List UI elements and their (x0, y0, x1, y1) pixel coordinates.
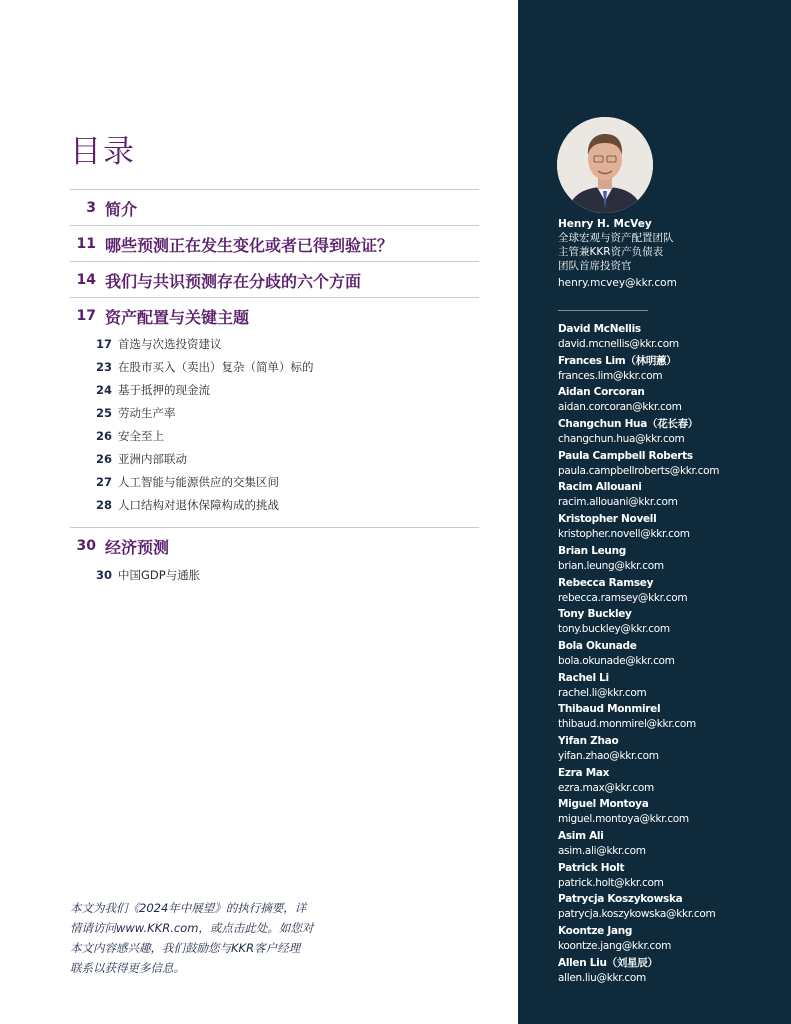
contact-email[interactable]: racim.allouani@kkr.com (558, 496, 678, 509)
toc-subsection-list (96, 332, 314, 517)
contact-name: Aidan Corcoran (558, 386, 645, 399)
contact-entry (558, 449, 783, 481)
contact-entry (558, 734, 783, 766)
contact-name: Allen Liu（刘星辰） (558, 956, 658, 969)
contact-name: Rachel Li (558, 671, 609, 684)
toc-item-label: 我们与共识预测存在分歧的六个方面 (105, 271, 362, 291)
contact-email[interactable]: rachel.li@kkr.com (558, 686, 647, 699)
contact-name: Bola Okunade (558, 639, 637, 652)
contact-entry (558, 797, 783, 829)
contact-email[interactable]: paula.campbellroberts@kkr.com (558, 464, 720, 477)
toc-subitem-label: 亚洲内部联动 (118, 452, 187, 467)
contact-email[interactable]: tony.buckley@kkr.com (558, 623, 670, 636)
contact-name: Brian Leung (558, 544, 626, 557)
toc-item-label: 哪些预测正在发生变化或者已得到验证？ (105, 235, 394, 255)
toc-item-page: 3 (86, 200, 96, 216)
toc-title: 目录 (70, 134, 136, 170)
author-role: 团队首席投资官 (558, 260, 632, 272)
footnote (70, 898, 340, 978)
toc-item-economic-forecast[interactable] (70, 527, 479, 564)
toc-subitem-page: 24 (96, 382, 113, 397)
footnote-line: 联系以获得更多信息。 (70, 961, 185, 975)
contact-entry (558, 322, 783, 354)
toc-subitem[interactable] (96, 355, 314, 378)
contact-name: Patrycja Koszykowska (558, 893, 683, 906)
author-portrait-icon (557, 117, 653, 213)
contact-entry (558, 861, 783, 893)
contact-name: Changchun Hua（花长春） (558, 418, 699, 431)
toc-subitem-label: 基于抵押的现金流 (118, 382, 210, 397)
contact-entry (558, 480, 783, 512)
contact-entry (558, 671, 783, 703)
contact-name: Tony Buckley (558, 608, 632, 621)
toc-subitem-page: 25 (96, 405, 113, 420)
contact-email[interactable]: david.mcnellis@kkr.com (558, 338, 679, 350)
toc-item-page: 17 (76, 308, 96, 324)
contact-name: Thibaud Monmirel (558, 703, 661, 716)
contact-name: Kristopher Novell (558, 513, 657, 526)
contact-email[interactable]: koontze.jang@kkr.com (558, 940, 672, 953)
toc-item-page: 14 (76, 272, 96, 288)
toc-subitem-page: 26 (96, 452, 113, 467)
toc-subitem[interactable] (96, 401, 314, 424)
toc-subitem[interactable] (96, 494, 314, 517)
contact-email[interactable]: aidan.corcoran@kkr.com (558, 401, 682, 414)
contact-entry (558, 702, 783, 734)
toc-subitem-page: 30 (96, 567, 113, 582)
contact-entry (558, 829, 783, 861)
contact-email[interactable]: bola.okunade@kkr.com (558, 654, 675, 667)
contact-email[interactable]: patrick.holt@kkr.com (558, 876, 664, 889)
contact-entry (558, 924, 783, 956)
author-role: 全球宏观与资产配置团队 (558, 232, 674, 244)
contact-email[interactable]: asim.ali@kkr.com (558, 845, 646, 857)
toc-subitem[interactable] (96, 563, 200, 586)
toc-item-differences[interactable] (70, 261, 479, 298)
toc-item-label: 资产配置与关键主题 (105, 307, 250, 327)
contact-name: Koontze Jang (558, 925, 633, 938)
sidebar-divider (558, 310, 648, 311)
contact-name: Frances Lim（林明蕙） (558, 354, 677, 367)
toc-subitem[interactable] (96, 332, 314, 355)
toc-subitem-label: 中国GDP与通胀 (118, 567, 201, 582)
contact-name: Asim Ali (558, 830, 604, 842)
contact-name: Rebecca Ramsey (558, 576, 654, 589)
contact-entry (558, 544, 783, 576)
contact-entry (558, 766, 783, 798)
contact-name: Racim Allouani (558, 481, 642, 494)
toc-subitem-page: 17 (96, 336, 113, 351)
contact-entry (558, 607, 783, 639)
toc-subitem[interactable] (96, 447, 314, 470)
contact-entry (558, 576, 783, 608)
contact-email[interactable]: kristopher.novell@kkr.com (558, 528, 690, 541)
toc-subitem-page: 28 (96, 498, 113, 513)
contact-name: Miguel Montoya (558, 798, 649, 811)
contact-email[interactable]: allen.liu@kkr.com (558, 971, 646, 984)
contact-email[interactable]: patrycja.koszykowska@kkr.com (558, 908, 716, 921)
contact-email[interactable]: yifan.zhao@kkr.com (558, 749, 659, 762)
contact-entry (558, 512, 783, 544)
contact-email[interactable]: miguel.montoya@kkr.com (558, 813, 689, 826)
contact-name: Paula Campbell Roberts (558, 449, 693, 462)
author-name: Henry H. McVey (558, 218, 652, 230)
contact-email[interactable]: brian.leung@kkr.com (558, 559, 664, 572)
contact-list (558, 322, 783, 987)
toc-item-asset-allocation[interactable] (70, 297, 479, 334)
contact-email[interactable]: changchun.hua@kkr.com (558, 433, 685, 446)
toc-subitem[interactable] (96, 378, 314, 401)
toc-subitem-label: 首选与次选投资建议 (118, 336, 222, 351)
toc-item-label: 经济预测 (105, 537, 170, 557)
toc-item-forecasts[interactable] (70, 225, 479, 262)
toc-item-intro[interactable] (70, 189, 479, 226)
toc-item-page: 30 (76, 538, 96, 554)
toc-subitem-label: 安全至上 (118, 428, 164, 443)
toc-subitem[interactable] (96, 424, 314, 447)
author-role: 主管兼KKR资产负债表 (558, 246, 664, 258)
toc-subitem-label: 在股市买入（卖出）复杂（简单）标的 (118, 359, 314, 374)
toc-item-page: 11 (76, 236, 96, 252)
contact-entry (558, 892, 783, 924)
contact-email[interactable]: rebecca.ramsey@kkr.com (558, 591, 688, 604)
toc-subitem[interactable] (96, 471, 314, 494)
toc-subitem-label: 劳动生产率 (118, 405, 176, 420)
footnote-line: 本文内容感兴趣，我们鼓励您与KKR客户经理 (70, 941, 301, 955)
author-photo (557, 117, 653, 213)
toc-subitem-page: 26 (96, 428, 113, 443)
contact-email[interactable]: thibaud.monmirel@kkr.com (558, 718, 696, 731)
toc-subitem-page: 27 (96, 475, 113, 490)
contact-name: David McNellis (558, 323, 641, 335)
contacts-sidebar (518, 0, 791, 1024)
contact-name: Patrick Holt (558, 861, 625, 874)
contact-email[interactable]: frances.lim@kkr.com (558, 369, 663, 382)
contact-name: Ezra Max (558, 766, 610, 779)
contact-entry (558, 354, 783, 386)
contact-entry (558, 956, 783, 988)
toc-subitem-label: 人工智能与能源供应的交集区间 (118, 475, 279, 490)
contact-entry (558, 417, 783, 449)
toc-subitem-label: 人口结构对退休保障构成的挑战 (118, 498, 279, 513)
footnote-line: 本文为我们《2024年中展望》的执行摘要，详 (70, 901, 307, 915)
toc-item-label: 简介 (105, 199, 138, 219)
contact-email[interactable]: ezra.max@kkr.com (558, 781, 654, 794)
contact-entry (558, 639, 783, 671)
contact-name: Yifan Zhao (558, 734, 619, 747)
contact-entry (558, 385, 783, 417)
lead-author (558, 217, 778, 290)
toc-subsection-list (96, 563, 200, 586)
toc-subitem-page: 23 (96, 359, 113, 374)
author-email[interactable]: henry.mcvey@kkr.com (558, 277, 677, 289)
footnote-line: 情请访问www.KKR.com，或点击此处。如您对 (70, 921, 314, 935)
